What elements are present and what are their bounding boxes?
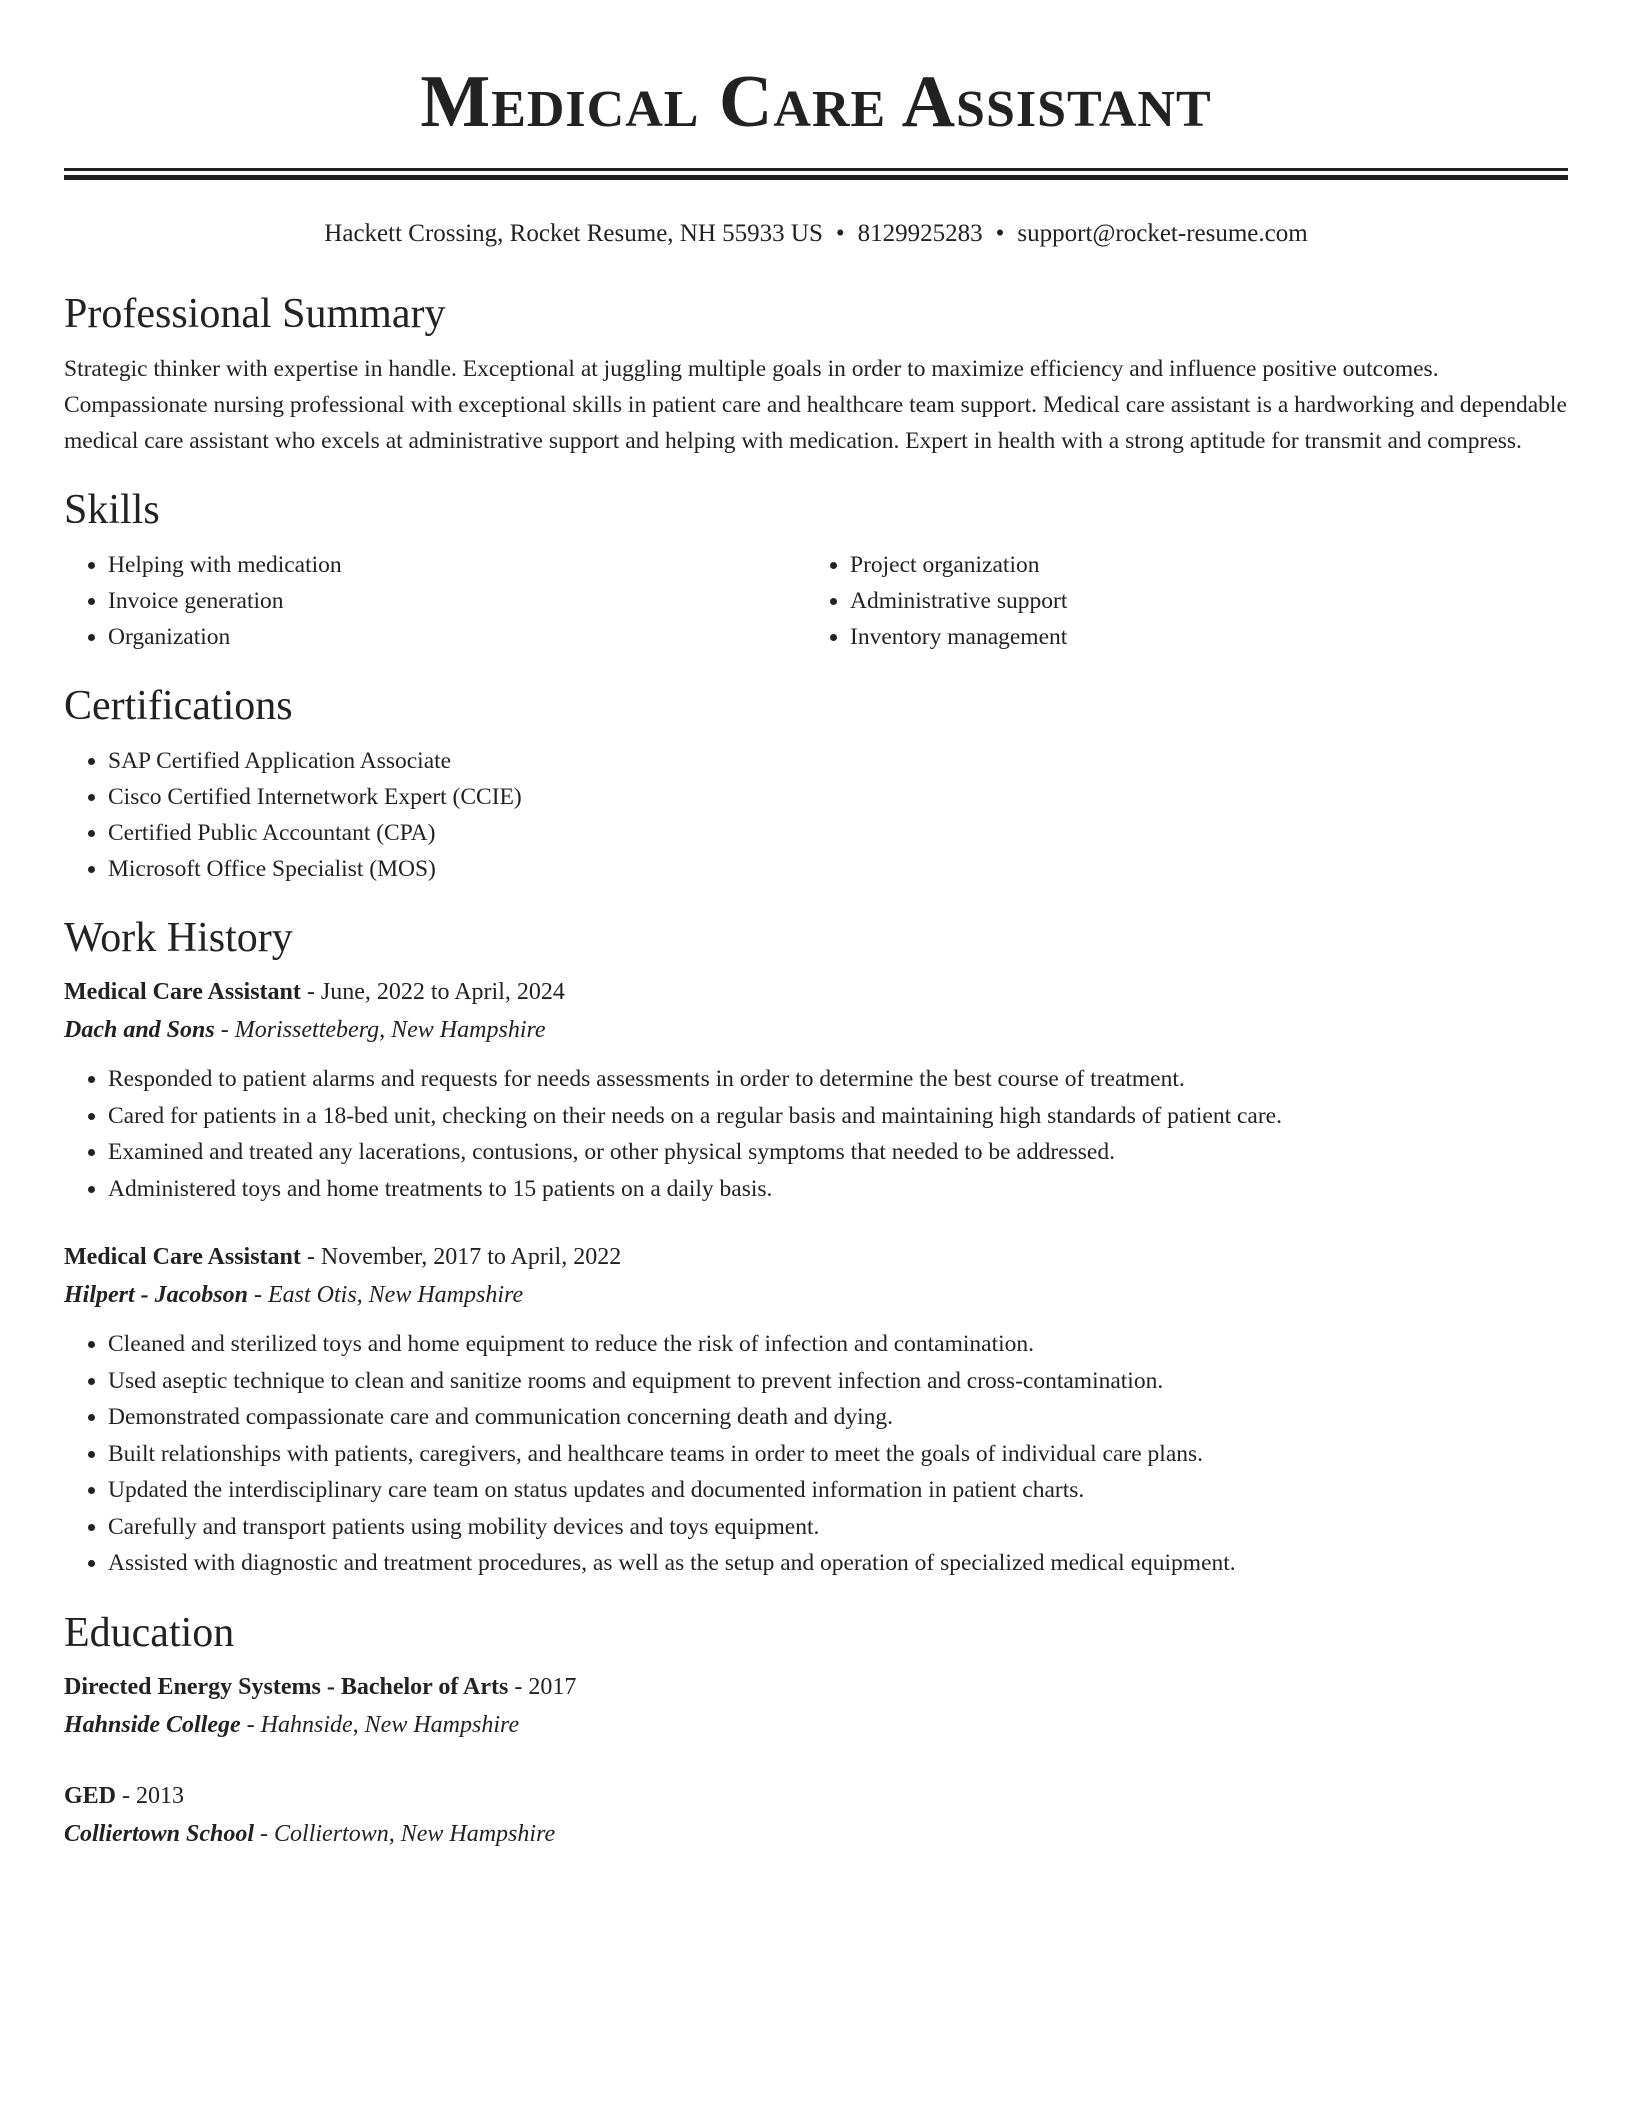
education-degree: Directed Energy Systems - Bachelor of Arts [64, 1673, 509, 1700]
job-bullet: • Examined and treated any lacerations, contusions, or other physical symptoms that needed to be addressed. [108, 1134, 1568, 1171]
job-title-line: Medical Care Assistant - November, 2017 to April, 2022 [64, 1244, 622, 1270]
job-bullet: • Assisted with diagnostic and treatment procedures, as well as the setup and operation of specialized medical equipment. [108, 1545, 1568, 1582]
job-location: Morissetteberg, New Hampshire [234, 1017, 546, 1043]
section-heading-education: Education [64, 1609, 235, 1656]
job-company: Dach and Sons [64, 1017, 215, 1043]
section-heading-certifications: Certifications [64, 683, 293, 729]
job-bullet: • Used aseptic technique to clean and sanitize rooms and equipment to prevent infection and cross-contamination. [108, 1363, 1568, 1400]
job-bullet: • Demonstrated compassionate care and communication concerning death and dying. [108, 1399, 1568, 1436]
skill-item: • Inventory management [850, 619, 1548, 655]
education-location: Hahnside, New Hampshire [260, 1711, 520, 1738]
job-company-line: Dach and Sons - Morissetteberg, New Hampshire [64, 1017, 546, 1043]
education-entry [64, 1668, 1568, 1744]
section-heading-skills: Skills [64, 487, 160, 533]
resume-name: Medical Care Assistant [420, 61, 1212, 143]
education-school-line: Colliertown School - Colliertown, New Hampshire [64, 1820, 556, 1847]
skill-item: • Project organization [850, 547, 1548, 583]
job-title: Medical Care Assistant [64, 979, 301, 1005]
contact-address: Hackett Crossing, Rocket Resume, NH 55933 US [324, 220, 823, 247]
job-title-line: Medical Care Assistant - June, 2022 to April, 2024 [64, 979, 565, 1005]
contact-separator: • [995, 220, 1005, 247]
job-dates: November, 2017 to April, 2022 [320, 1244, 622, 1270]
skill-item: • Administrative support [850, 583, 1548, 619]
contact-phone: 8129925283 [857, 220, 983, 247]
job-bullets [64, 1061, 1568, 1207]
summary-text: Strategic thinker with expertise in handle. Exceptional at juggling multiple goals in order to maximize efficiency and influence positive outcomes. Compassionate nursing professional with exceptional skills in patient care and healthcare team support. Medical care assistant is a hardworking and dependable medical care assistant who excels at administrative support and helping with medication. Expert in health with a strong aptitude for transmit and compress. [64, 356, 1567, 454]
job-bullet: • Cleaned and sterilized toys and home equipment to reduce the risk of infection and contamination. [108, 1326, 1568, 1363]
job-bullet: • Built relationships with patients, caregivers, and healthcare teams in order to meet the goals of individual care plans. [108, 1436, 1568, 1473]
education-degree-line: Directed Energy Systems - Bachelor of Arts - 2017 [64, 1673, 577, 1700]
job-bullet: • Administered toys and home treatments to 15 patients on a daily basis. [108, 1171, 1568, 1208]
education-year: 2017 [528, 1673, 577, 1700]
skill-item: • Helping with medication [108, 547, 806, 583]
header-divider [64, 168, 1568, 180]
certification-item: • SAP Certified Application Associate [108, 743, 1568, 779]
education-degree-line: GED - 2013 [64, 1782, 185, 1809]
job-location: East Otis, New Hampshire [268, 1282, 524, 1308]
skills-column-left [64, 547, 806, 655]
job-bullet: • Cared for patients in a 18-bed unit, checking on their needs on a regular basis and maintaining high standards of patient care. [108, 1098, 1568, 1135]
section-heading-work-history: Work History [64, 915, 293, 961]
certifications-list [64, 743, 1568, 887]
skill-item: • Organization [108, 619, 806, 655]
education-school: Hahnside College [64, 1711, 241, 1738]
contact-line [64, 219, 1568, 249]
job-bullets [64, 1326, 1568, 1582]
job-title: Medical Care Assistant [64, 1244, 301, 1270]
skills-columns [64, 547, 1568, 655]
certification-item: • Microsoft Office Specialist (MOS) [108, 851, 1568, 887]
skills-column-right [806, 547, 1548, 655]
job-entry [64, 1238, 1568, 1582]
job-entry [64, 973, 1568, 1207]
contact-separator: • [835, 220, 845, 247]
job-bullet: • Updated the interdisciplinary care team on status updates and documented information in patient charts. [108, 1472, 1568, 1509]
education-school: Colliertown School [64, 1820, 255, 1847]
education-school-line: Hahnside College - Hahnside, New Hampshire [64, 1711, 520, 1738]
job-bullet: • Responded to patient alarms and requests for needs assessments in order to determine the best course of treatment. [108, 1061, 1568, 1098]
job-dates: June, 2022 to April, 2024 [320, 979, 565, 1005]
education-year: 2013 [136, 1782, 185, 1809]
job-company: Hilpert - Jacobson [64, 1282, 248, 1308]
certification-item: • Certified Public Accountant (CPA) [108, 815, 1568, 851]
education-degree: GED [64, 1782, 117, 1809]
certification-item: • Cisco Certified Internetwork Expert (CCIE) [108, 779, 1568, 815]
job-bullet: • Carefully and transport patients using mobility devices and toys equipment. [108, 1509, 1568, 1546]
skill-item: • Invoice generation [108, 583, 806, 619]
job-company-line: Hilpert - Jacobson - East Otis, New Hampshire [64, 1282, 524, 1308]
contact-email: support@rocket-resume.com [1017, 220, 1308, 247]
education-entry [64, 1777, 1568, 1853]
education-location: Colliertown, New Hampshire [274, 1820, 556, 1847]
section-heading-summary: Professional Summary [64, 291, 446, 337]
